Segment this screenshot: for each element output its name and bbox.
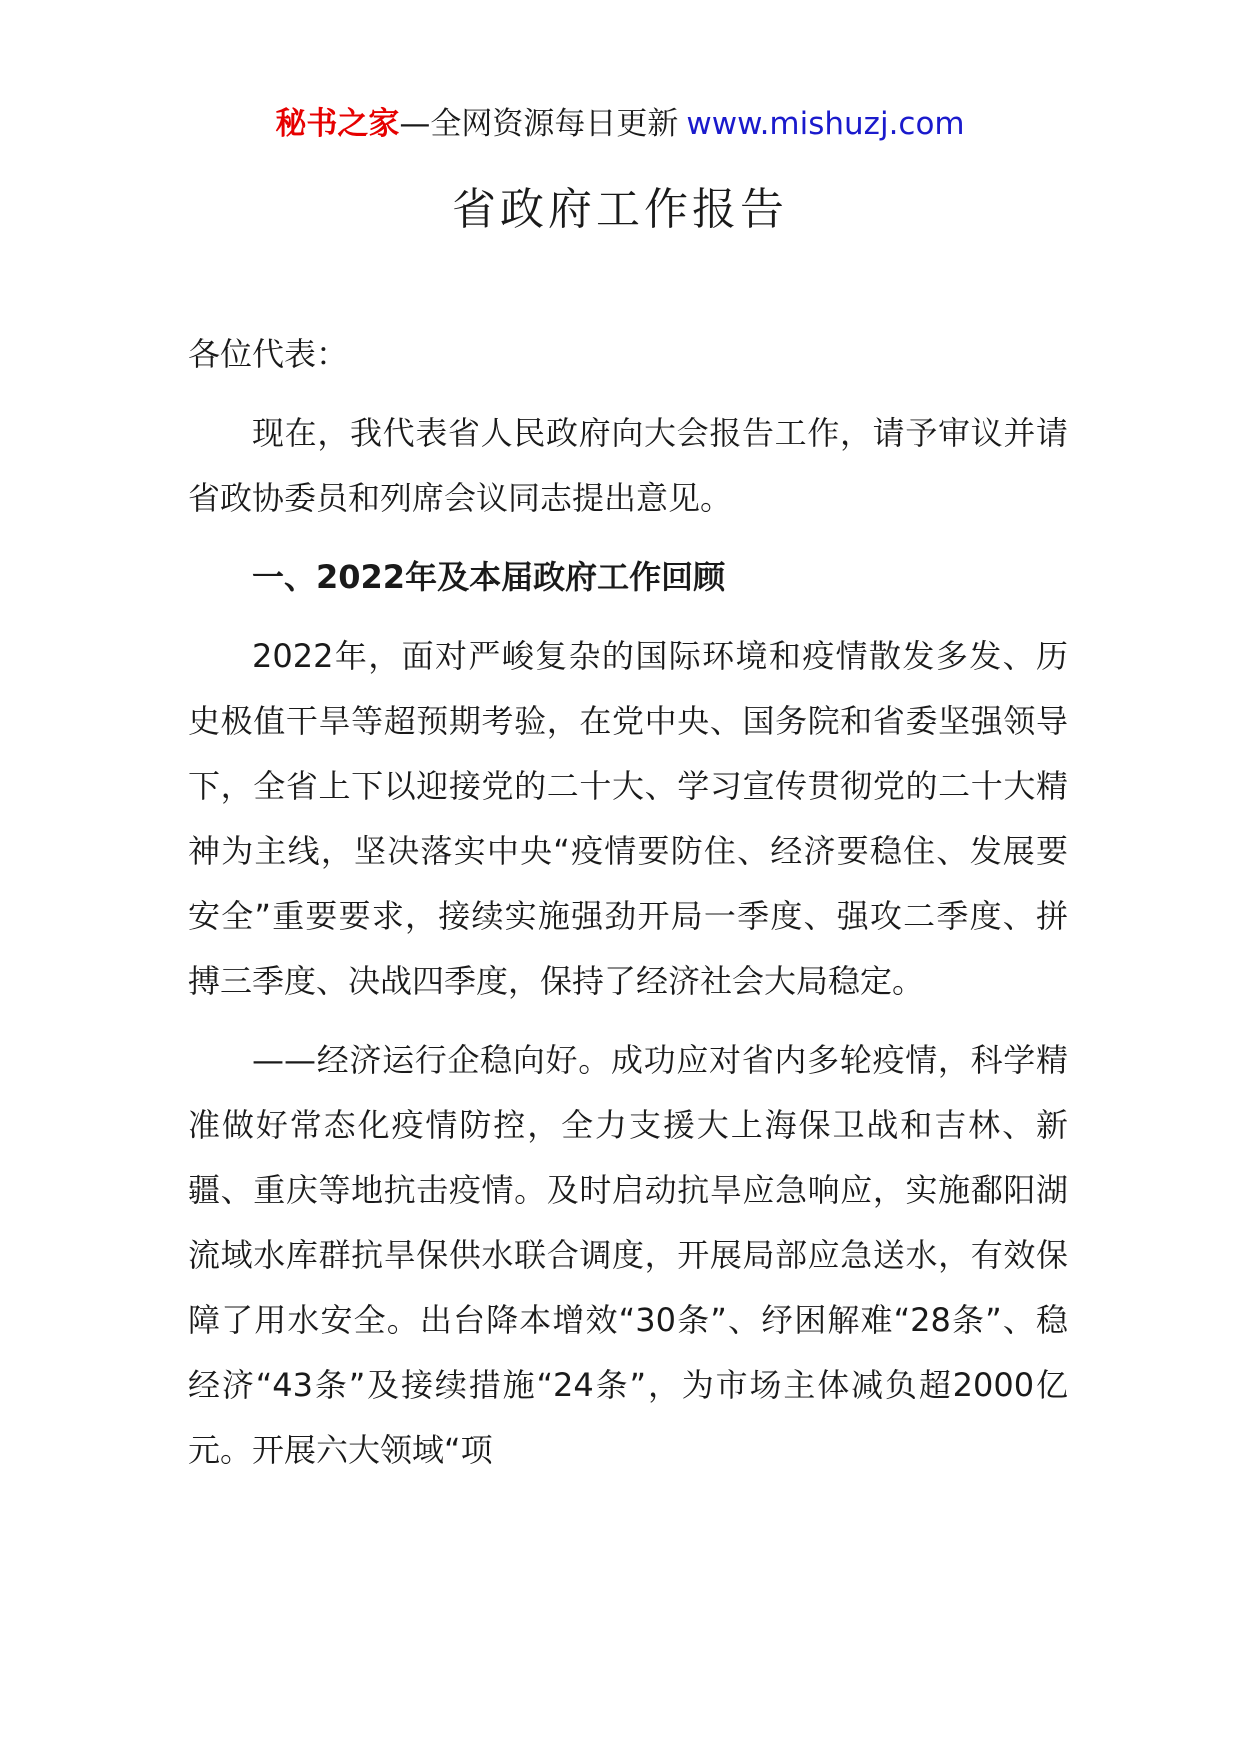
- header-banner: [0, 100, 1240, 148]
- section-heading: 一、2022年及本届政府工作回顾: [252, 558, 726, 596]
- intro-paragraph: 现在，我代表省人民政府向大会报告工作，请予审议并请省政协委员和列席会议同志提出意见。: [188, 414, 1068, 517]
- site-url-link[interactable]: www.mishuzj.com: [686, 106, 965, 142]
- document-body: [188, 322, 1068, 1497]
- banner-tagline: —全网资源每日更新: [399, 106, 679, 142]
- salutation: 各位代表：: [188, 335, 349, 373]
- document-title: 省政府工作报告: [452, 184, 788, 235]
- brand-name: 秘书之家: [275, 106, 400, 142]
- body-paragraph: 2022年，面对严峻复杂的国际环境和疫情散发多发、历史极值干旱等超预期考验，在党中央、国务院和省委坚强领导下，全省上下以迎接党的二十大、学习宣传贯彻党的二十大精神为主线，坚决落实中央“疫情要防住、经济要稳住、发展要安全”重要要求，接续实施强劲开局一季度、强攻二季度、拼搏三季度、决战四季度，保持了经济社会大局稳定。: [188, 637, 1068, 1000]
- body-paragraph: ——经济运行企稳向好。成功应对省内多轮疫情，科学精准做好常态化疫情防控，全力支援大上海保卫战和吉林、新疆、重庆等地抗击疫情。及时启动抗旱应急响应，实施鄱阳湖流域水库群抗旱保供水联合调度，开展局部应急送水，有效保障了用水安全。出台降本增效“30条”、纾困解难“28条”、稳经济“43条”及接续措施“24条”，为市场主体减负超2000亿元。开展六大领域“项: [188, 1041, 1068, 1469]
